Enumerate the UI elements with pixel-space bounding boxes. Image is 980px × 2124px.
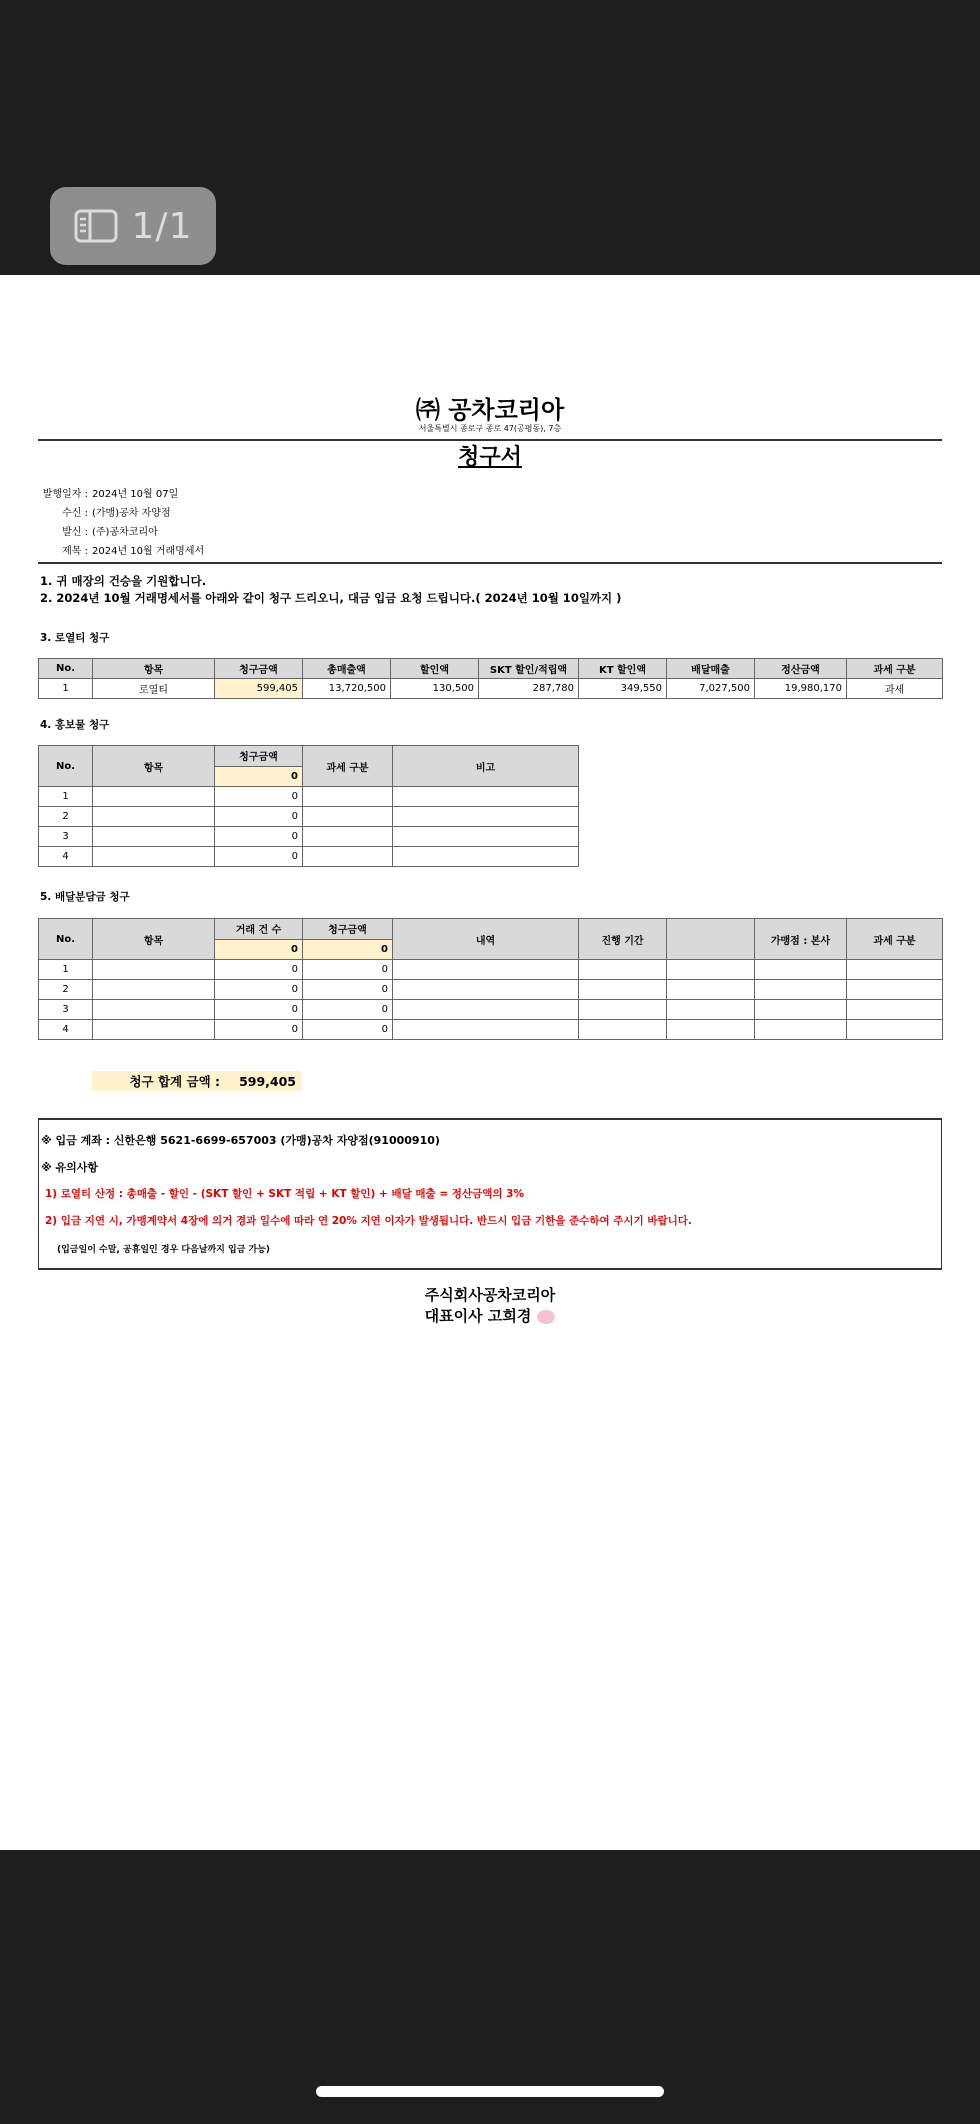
company-address: 서울특별시 종로구 종로 47(공평동), 7층 bbox=[418, 424, 562, 433]
bank-account: ※ 입금 계좌 : 신한은행 5621-6699-657003 (가맹)공차 자양점(91000910) bbox=[41, 1134, 440, 1147]
seal-stamp-icon bbox=[537, 1310, 555, 1324]
meta-row: 수신 : (가맹)공차 자양점 bbox=[62, 508, 171, 519]
document-meta bbox=[38, 485, 204, 561]
table-row: 1 0 bbox=[39, 787, 579, 807]
payment-info-box bbox=[38, 1118, 942, 1270]
table-row: 3 0 bbox=[39, 827, 579, 847]
caution-item: 1) 로열티 산정 : 총매출 - 할인 - (SKT 할인 + SKT 적립 + KT 할인) + 배달 매출 = 정산금액의 3% bbox=[45, 1188, 524, 1200]
invoice-total bbox=[92, 1071, 302, 1091]
table-row: 4 0 0 bbox=[39, 1020, 943, 1040]
royalty-header-row: No. 항목 청구금액 총매출액 할인액 SKT 할인/적립액 KT 할인액 배달매출 정산금액 과세 구분 bbox=[39, 659, 943, 679]
payment-footnote: (입금일이 수말, 공휴일인 경우 다음날까지 입금 가능) bbox=[57, 1245, 271, 1255]
table-row: 3 0 0 bbox=[39, 1000, 943, 1020]
caution-title: ※ 유의사항 bbox=[41, 1161, 99, 1174]
notice-list bbox=[40, 573, 621, 607]
delivery-table bbox=[38, 918, 943, 1040]
sidebar-page-icon bbox=[74, 209, 118, 243]
page-indicator-text: 1/1 bbox=[131, 205, 193, 247]
meta-row: 발신 : (주)공차코리아 bbox=[62, 527, 158, 538]
table-row: 2 0 bbox=[39, 807, 579, 827]
notice-line: 1. 귀 매장의 건승을 기원합니다. bbox=[40, 574, 207, 588]
invoice-document bbox=[0, 275, 980, 1850]
promo-table bbox=[38, 745, 579, 867]
notice-line: 2. 2024년 10월 거래명세서를 아래와 같이 청구 드리오니, 대금 입금 요청 드립니다.( 2024년 10월 10일까지 ) bbox=[40, 591, 622, 605]
meta-row: 발행일자 : 2024년 10월 07일 bbox=[42, 489, 179, 500]
table-row: 1 로열티 599,405 13,720,500 130,500 287,780 349,550 7,027,500 19,980,170 과세 bbox=[39, 679, 943, 699]
signature-company: 주식회사공차코리아 bbox=[424, 1286, 556, 1304]
delivery-section-title: 5. 배달분담금 청구 bbox=[40, 891, 130, 903]
page-indicator-button[interactable] bbox=[50, 187, 216, 265]
meta-divider bbox=[38, 562, 942, 564]
table-row: 4 0 bbox=[39, 847, 579, 867]
invoice-total-value: 599,405 bbox=[239, 1073, 296, 1089]
promo-section-title: 4. 홍보물 청구 bbox=[40, 719, 110, 731]
caution-item: 2) 입금 지연 시, 가맹계약서 4장에 의거 경과 일수에 따라 연 20% 지연 이자가 발생됩니다. 반드시 입금 기한을 준수하여 주시기 바랍니다. bbox=[45, 1215, 692, 1227]
company-name: ㈜ 공차코리아 bbox=[415, 396, 565, 424]
viewer-bottom-bar bbox=[0, 1850, 980, 2124]
table-row: 2 0 0 bbox=[39, 980, 943, 1000]
home-indicator[interactable] bbox=[316, 2086, 664, 2097]
promo-total-row: 0 bbox=[39, 766, 579, 787]
promo-header-row: No. 항목 청구금액 과세 구분 비고 bbox=[39, 746, 579, 767]
table-row: 1 0 0 bbox=[39, 960, 943, 980]
meta-row: 제목 : 2024년 10월 거래명세서 bbox=[62, 546, 205, 557]
invoice-total-label: 청구 합계 금액 : bbox=[129, 1074, 220, 1089]
signature-ceo-name: 대표이사 고희경 bbox=[424, 1307, 532, 1325]
royalty-table bbox=[38, 658, 943, 699]
signature-ceo bbox=[38, 1305, 942, 1326]
document-title: 청구서 bbox=[458, 445, 522, 470]
delivery-header-row: No. 항목 거래 건 수 청구금액 내역 진행 기간 가맹점 : 본사 과세 구분 bbox=[39, 919, 943, 940]
royalty-section-title: 3. 로열티 청구 bbox=[40, 632, 110, 644]
delivery-total-row: 0 0 bbox=[39, 939, 943, 960]
